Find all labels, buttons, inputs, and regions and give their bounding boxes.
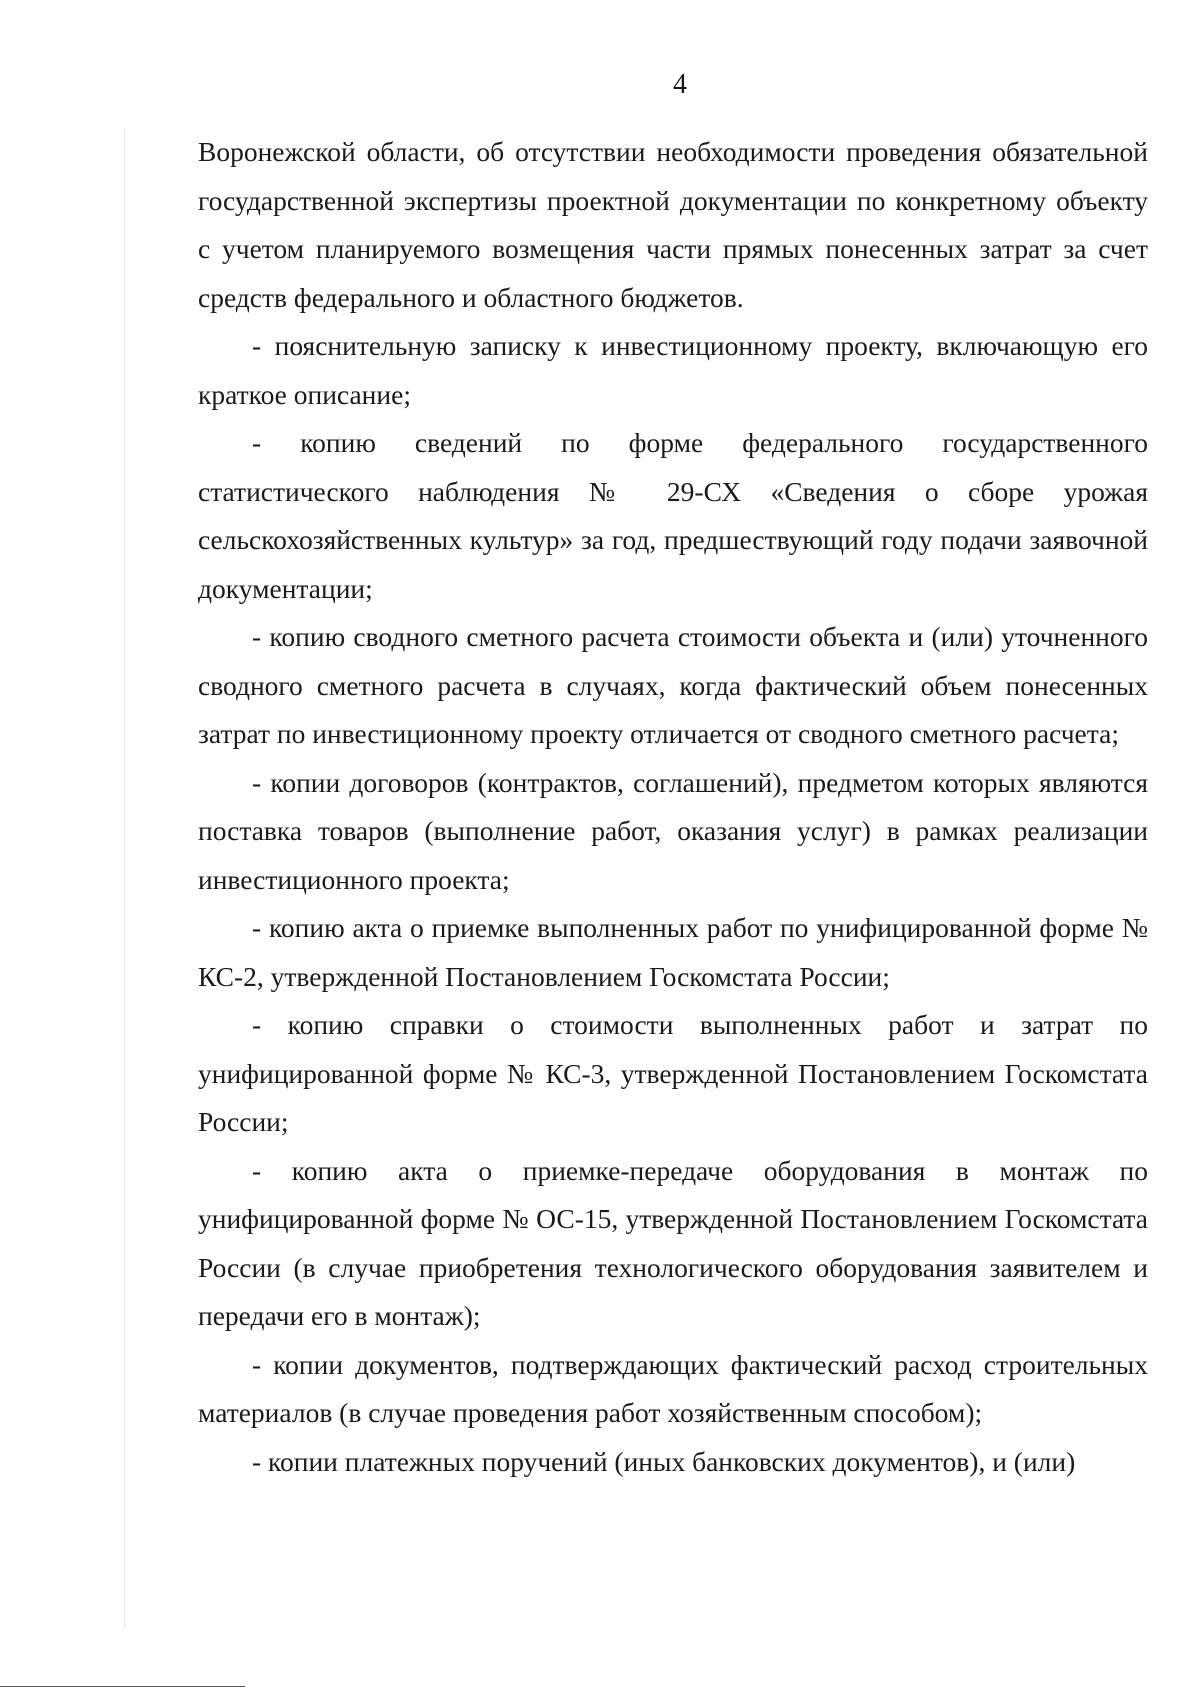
list-item-ks2-act: - копию акта о приемке выполненных работ по унифицированной форме № КС-2, утвержденной Постановлением Госкомстата России; xyxy=(198,912,1148,992)
document-body xyxy=(198,128,1148,1486)
list-item-form-29-sh: - копию сведений по форме федерального государственного статистического наблюдения № 29-СХ «Сведения о сборе урожая сельскохозяйственных культур» за год, предшествующий году подачи заявочной документации; xyxy=(198,427,1148,604)
list-item-contracts: - копии договоров (контрактов, соглашений), предметом которых являются поставка товаров (выполнение работ, оказания услуг) в рамках реализации инвестиционного проекта; xyxy=(198,766,1148,895)
paragraph-continuation: Воронежской области, об отсутствии необходимости проведения обязательной государственной экспертизы проектной документации по конкретному объекту с учетом планируемого возмещения части прямых понесенных затрат за счет средств федерального и областного бюджетов. xyxy=(198,136,1148,313)
list-item-explanatory-note: - пояснительную записку к инвестиционному проекту, включающую его краткое описание; xyxy=(198,330,1148,410)
list-item-payment-orders: - копии платежных поручений (иных банковских документов), и (или) xyxy=(252,1445,1076,1477)
list-item-cost-estimate: - копию сводного сметного расчета стоимости объекта и (или) уточненного сводного сметного расчета в случаях, когда фактический объем понесенных затрат по инвестиционному проекту отличается от сводного сметного расчета; xyxy=(198,621,1148,749)
list-item-ks3-certificate: - копию справки о стоимости выполненных работ и затрат по унифицированной форме № КС-3, утвержденной Постановлением Госкомстата России; xyxy=(198,1009,1148,1137)
list-item-materials-docs: - копии документов, подтверждающих фактический расход строительных материалов (в случае проведения работ хозяйственным способом); xyxy=(198,1348,1148,1428)
scan-margin-line xyxy=(124,128,125,1628)
footer-rule xyxy=(0,1686,245,1687)
page-number: 4 xyxy=(673,69,687,100)
list-item-os15-act: - копию акта о приемке-передаче оборудования в монтаж по унифицированной форме № ОС-15, утвержденной Постановлением Госкомстата России (в случае приобретения технологического оборудования заявителем и передачи его в монтаж); xyxy=(198,1154,1148,1331)
